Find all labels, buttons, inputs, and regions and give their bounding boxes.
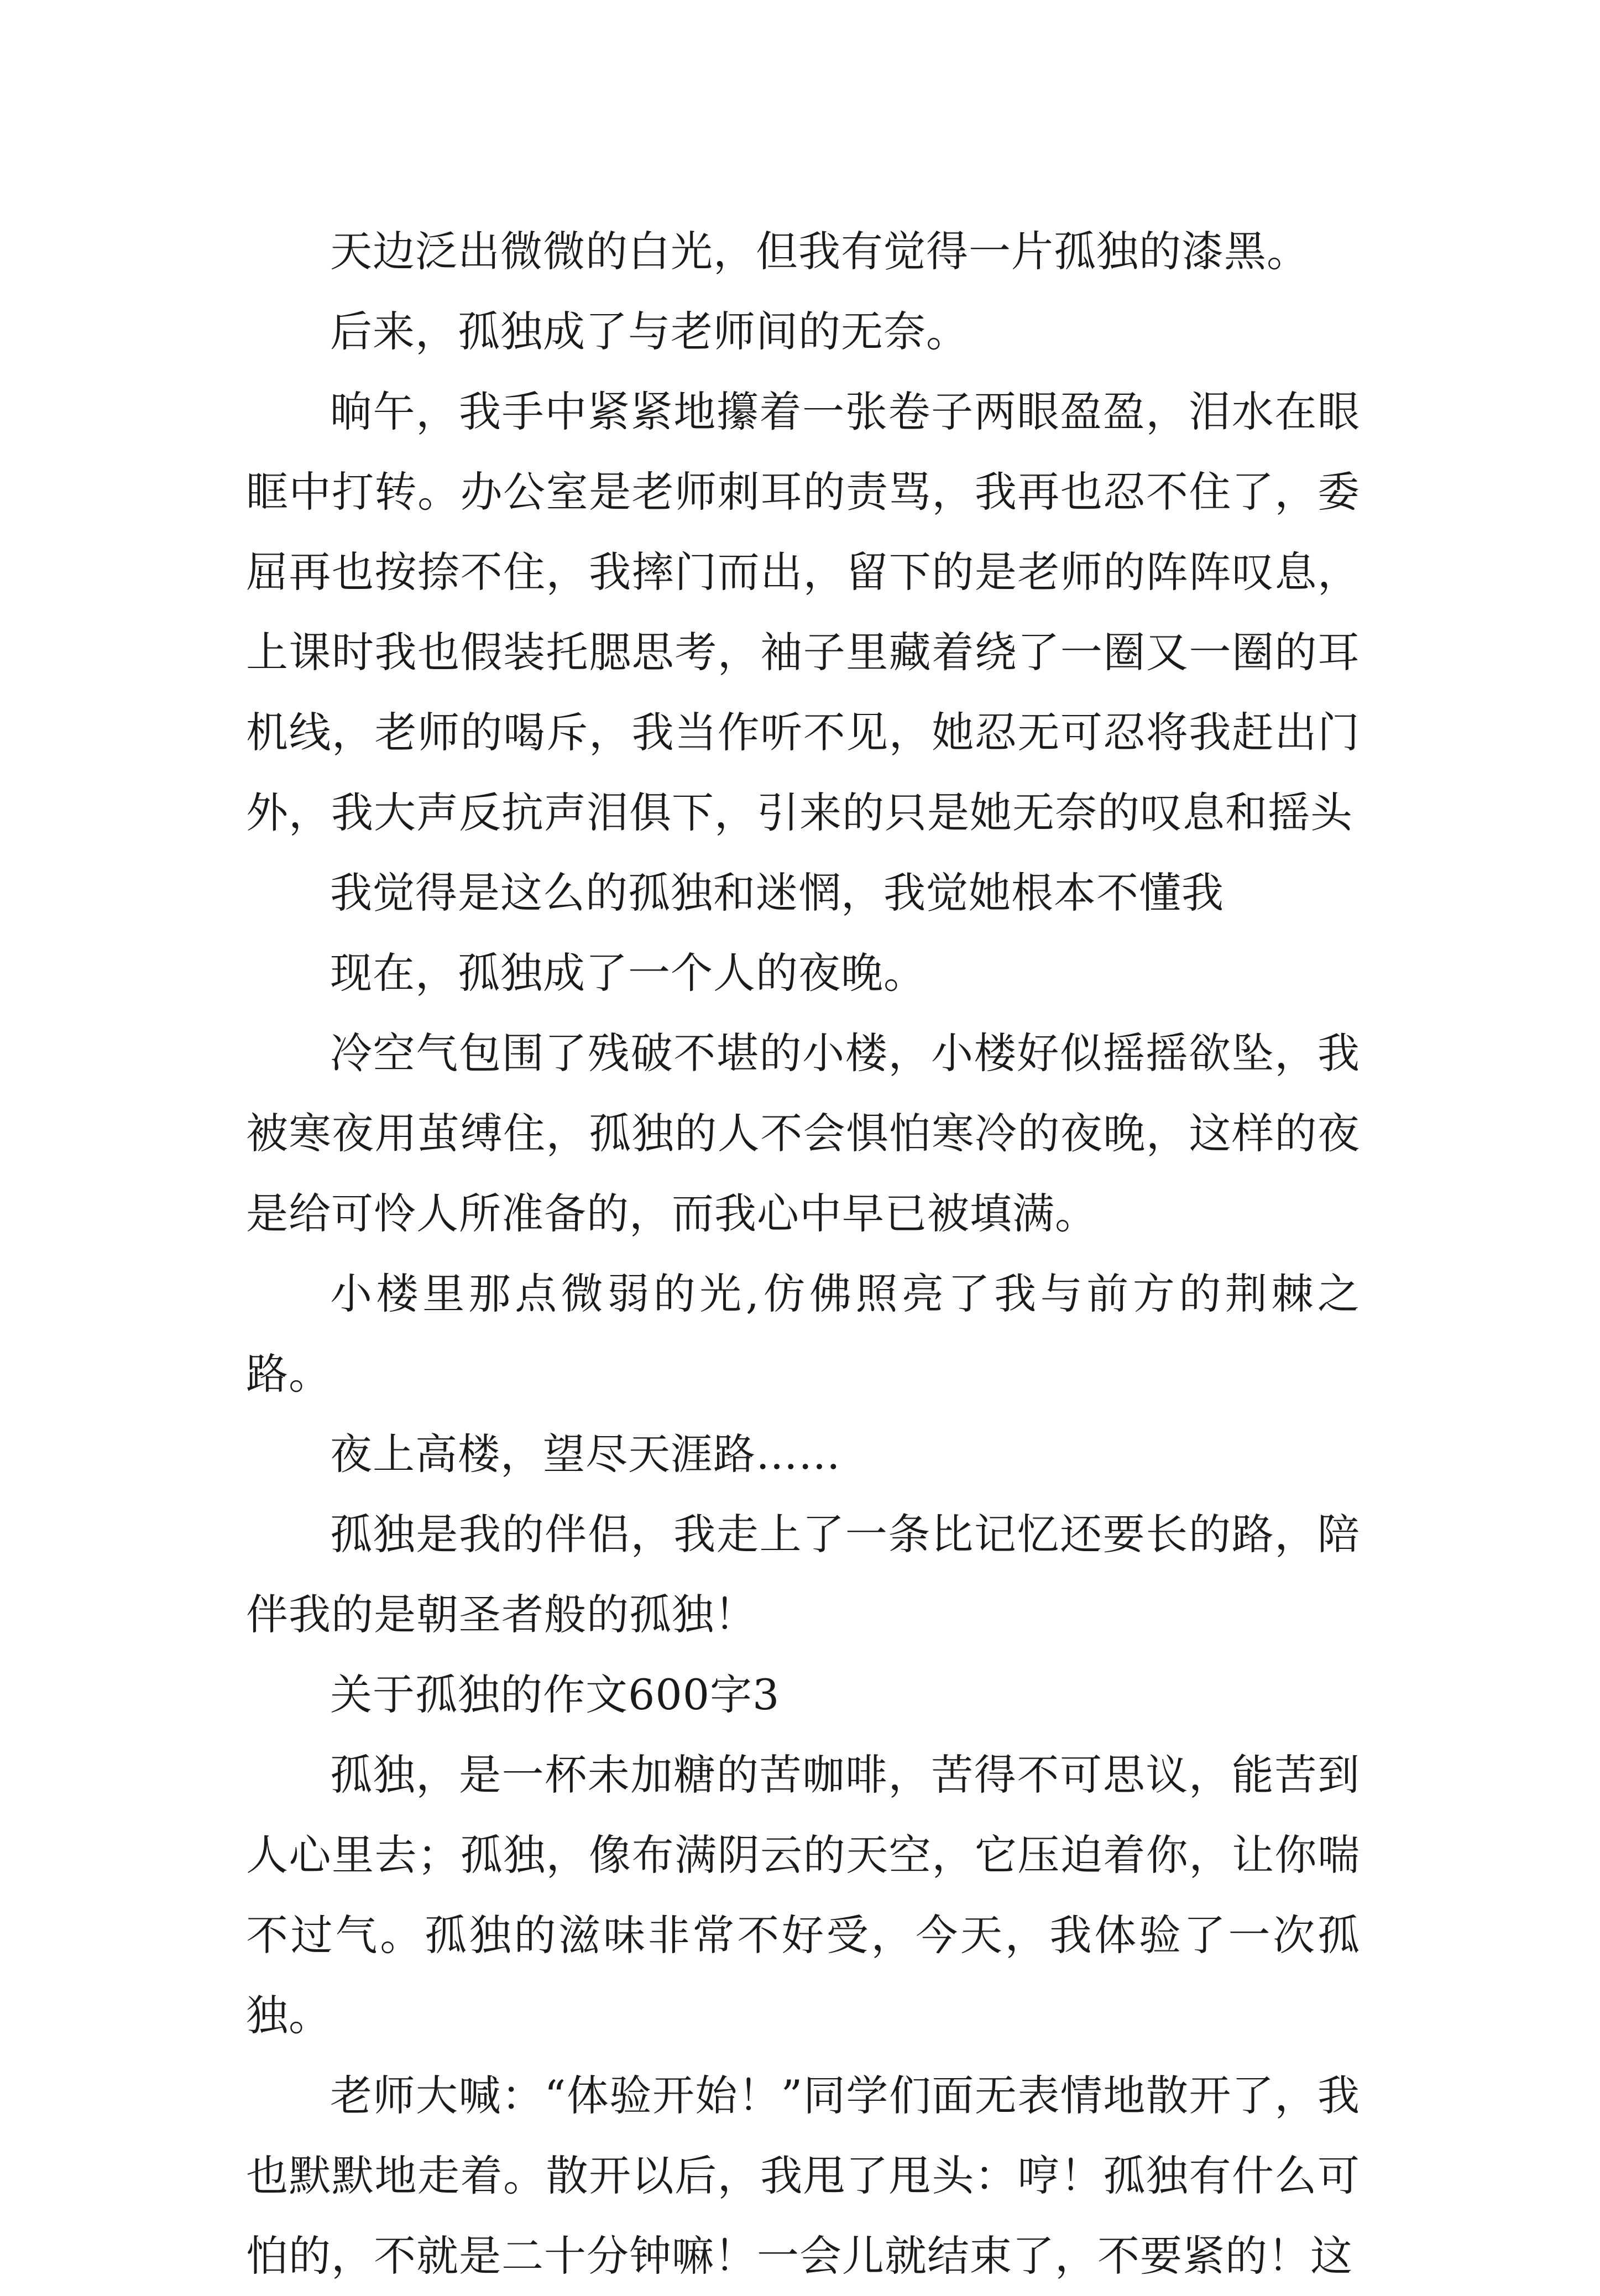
- paragraph: 老师大喊：“体验开始！”同学们面无表情地散开了，我也默默地走着。散开以后，我甩了甩头：哼！孤独有什么可怕的，不就是二十分钟嘛！一会儿就结束了，不要紧的！这: [246, 2071, 1360, 2281]
- section-heading: 关于孤独的作文600字3: [330, 1670, 780, 1719]
- body-text: [246, 211, 1360, 2296]
- paragraph: 小楼里那点微弱的光,仿佛照亮了我与前方的荆棘之路。: [246, 1269, 1360, 1399]
- paragraph: 孤独是我的伴侣，我走上了一条比记忆还要长的路，陪伴我的是朝圣者般的孤独！: [246, 1510, 1360, 1639]
- paragraph: 后来，孤独成了与老师间的无奈。: [330, 307, 969, 356]
- paragraph: 夜上高楼，望尽天涯路……: [330, 1429, 841, 1479]
- paragraph: 我觉得是这么的孤独和迷惘，我觉她根本不懂我: [330, 868, 1224, 917]
- paragraph: 现在，孤独成了一个人的夜晚。: [330, 948, 926, 998]
- paragraph: 天边泛出微微的白光，但我有觉得一片孤独的漆黑。: [330, 227, 1309, 276]
- paragraph: 晌午，我手中紧紧地攥着一张卷子两眼盈盈，泪水在眼眶中打转。办公室是老师刺耳的责骂，我再也忍不住了，委屈再也按捺不住，我摔门而出，留下的是老师的阵阵叹息，上课时我也假装托腮思考，袖子里藏着绕了一圈又一圈的耳机线，老师的喝斥，我当作听不见，她忍无可忍将我赶出门外，我大声反抗声泪俱下，引来的只是她无奈的叹息和摇头: [246, 387, 1360, 837]
- paragraph: 冷空气包围了残破不堪的小楼，小楼好似摇摇欲坠，我被寒夜用茧缚住，孤独的人不会惧怕寒冷的夜晚，这样的夜是给可怜人所准备的，而我心中早已被填满。: [246, 1029, 1360, 1238]
- paragraph: 孤独，是一杯未加糖的苦咖啡，苦得不可思议，能苦到人心里去；孤独，像布满阴云的天空，它压迫着你，让你喘不过气。孤独的滋味非常不好受，今天，我体验了一次孤独。: [246, 1750, 1360, 2040]
